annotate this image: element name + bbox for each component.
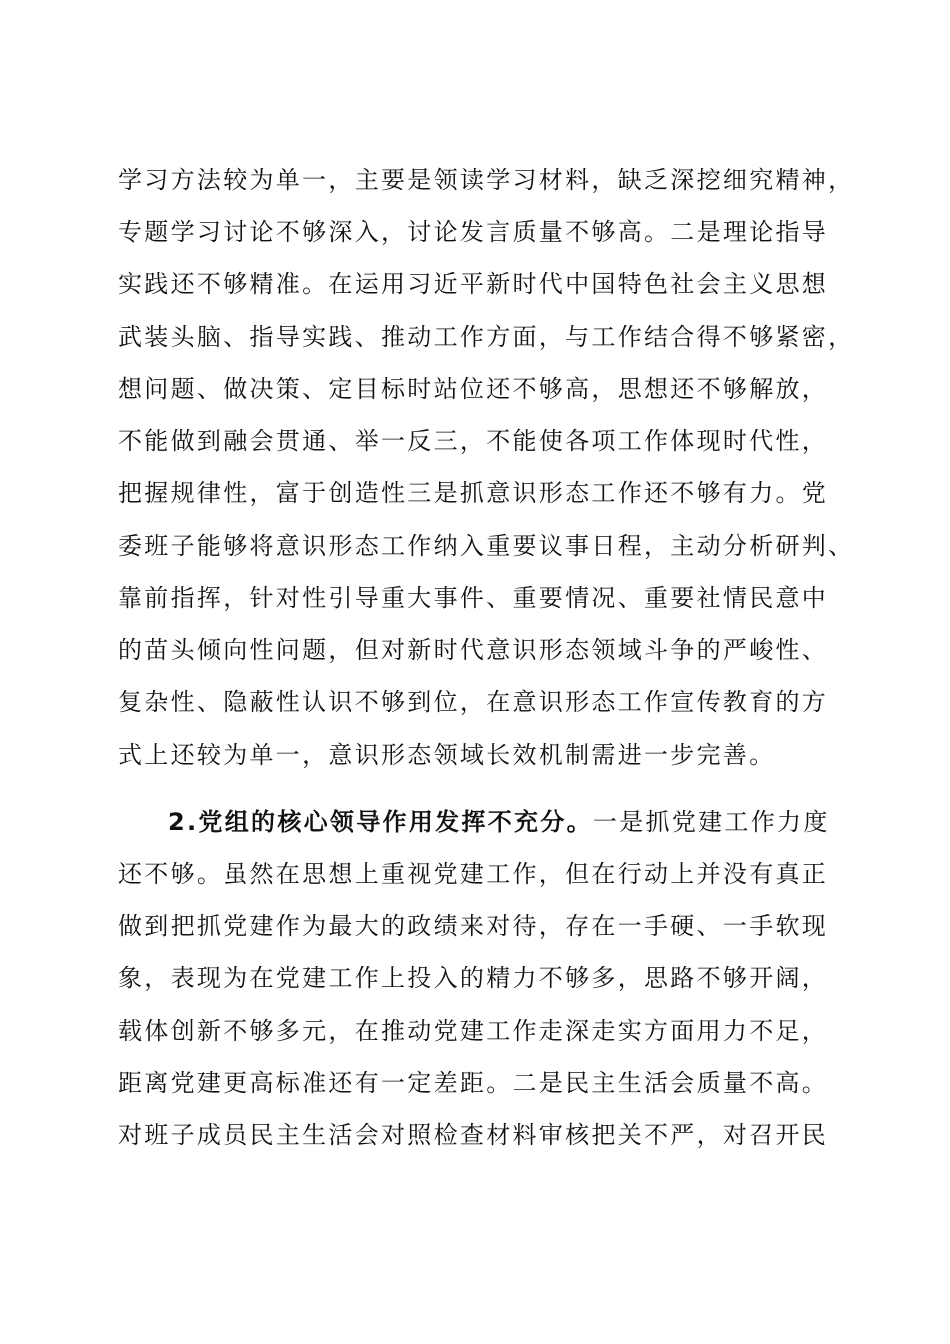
text-line: 象，表现为在党建工作上投入的精力不够多，思路不够开阔， [118,964,829,992]
text-run: 一是抓党建工作力度 [592,808,830,836]
text-line: 距离党建更高标准还有一定差距。二是民主生活会质量不高。 [118,1069,829,1097]
text-line: 做到把抓党建作为最大的政绩来对待，存在一手硬、一手软现 [118,912,829,940]
section-heading: 2.党组的核心领导作用发挥不充分。 [168,808,593,836]
text-line: 还不够。虽然在思想上重视党建工作，但在行动上并没有真正 [118,860,829,888]
text-line: 对班子成员民主生活会对照检查材料审核把关不严，对召开民 [118,1121,829,1149]
text-line: 靠前指挥，针对性引导重大事件、重要情况、重要社情民意中 [118,584,829,612]
text-line: 的苗头倾向性问题，但对新时代意识形态领域斗争的严峻性、 [118,636,829,664]
text-line: 式上还较为单一，意识形态领域长效机制需进一步完善。 [118,741,776,769]
text-line: 载体创新不够多元，在推动党建工作走深走实方面用力不足， [118,1017,829,1045]
text-line: 实践还不够精准。在运用习近平新时代中国特色社会主义思想 [118,270,829,298]
text-line [168,804,838,840]
text-line: 武装头脑、指导实践、推动工作方面，与工作结合得不够紧密， [118,323,855,351]
text-line: 复杂性、隐蔽性认识不够到位，在意识形态工作宣传教育的方 [118,688,829,716]
text-line: 委班子能够将意识形态工作纳入重要议事日程，主动分析研判、 [118,532,855,560]
text-line: 把握规律性，富于创造性三是抓意识形态工作还不够有力。党 [118,479,829,507]
text-line: 想问题、做决策、定目标时站位还不够高，思想还不够解放， [118,375,829,403]
text-line: 专题学习讨论不够深入，讨论发言质量不够高。二是理论指导 [118,218,829,246]
text-line: 学习方法较为单一，主要是领读学习材料，缺乏深挖细究精神， [118,166,855,194]
text-line: 不能做到融会贯通、举一反三，不能使各项工作体现时代性， [118,427,829,455]
